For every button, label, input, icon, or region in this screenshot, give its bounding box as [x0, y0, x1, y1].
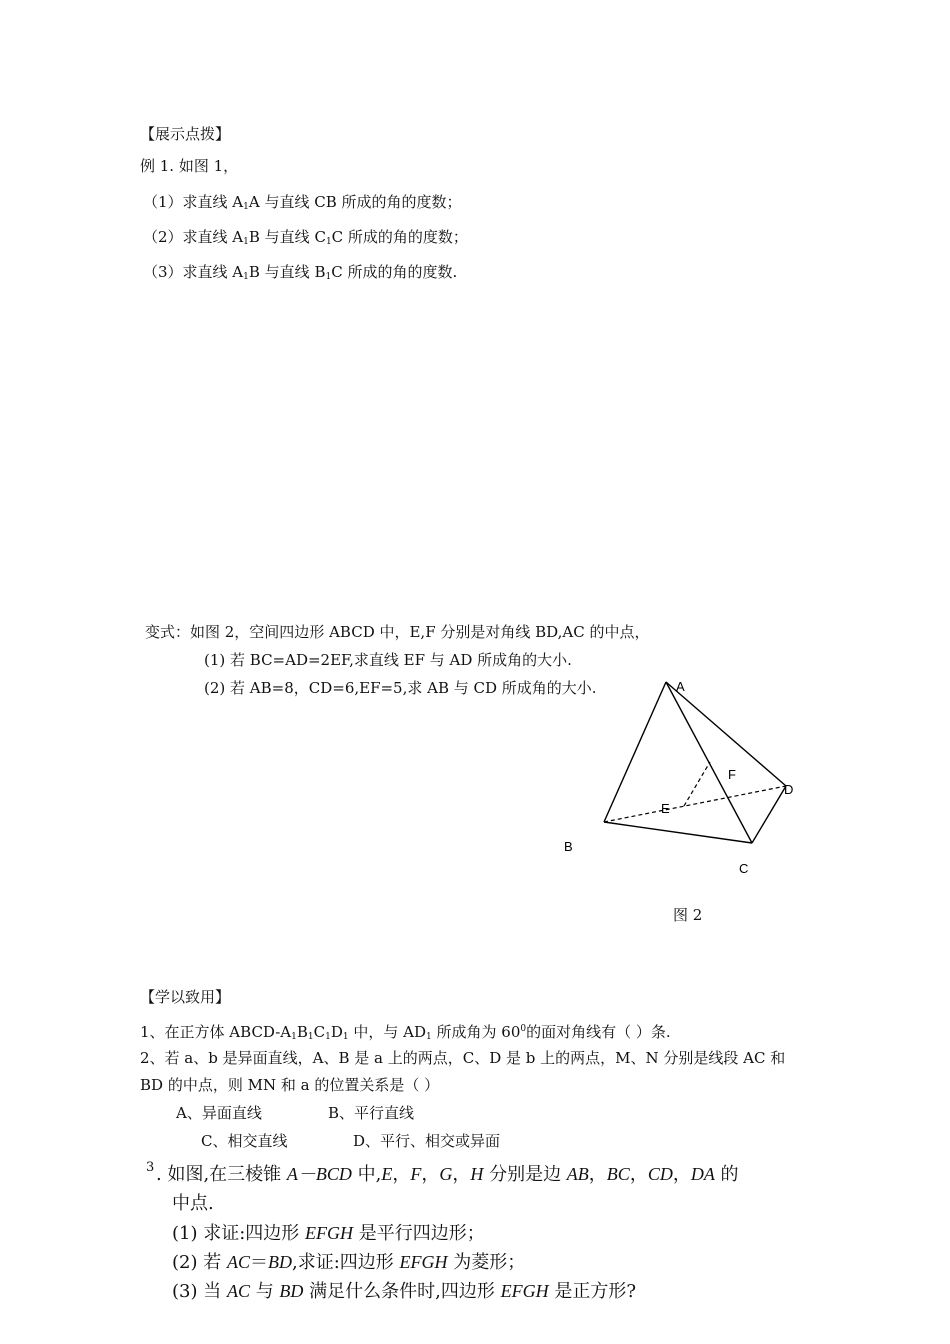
segment-ef-hidden — [684, 762, 710, 806]
exercise-3-number: 3 — [146, 1160, 155, 1175]
section-heading-display: 【展示点拨】 — [140, 125, 231, 143]
figure-2-tetrahedron — [560, 670, 820, 880]
example-1-intro: 例 1. 如图 1， — [140, 157, 239, 175]
exercise-3-sub-3: (3) 当 AC 与 BD 满足什么条件时,四边形 EFGH 是正方形? — [172, 1281, 636, 1302]
exercise-2-line-2: BD 的中点，则 MN 和 a 的位置关系是（ ） — [140, 1076, 440, 1094]
exercise-1: 1、在正方体 ABCD-$A_1B_1C_1D_1$ 中，与 $AD_1$ 所成角为 $60^0$的面对角线有（ ）条. — [140, 1023, 671, 1042]
edge-ad — [666, 682, 786, 786]
example-1-question-1: （1）求直线 $A_1A$ 与直线 CB 所成的角的度数； — [143, 193, 462, 212]
exercise-3-line-1: . 如图,在三棱锥 A－BCD 中,E，F，G，H 分别是边 AB，BC，CD，DA 的 — [156, 1164, 739, 1185]
label-a: A — [676, 679, 685, 694]
exercise-2-option-d: D、平行、相交或异面 — [353, 1132, 501, 1150]
edge-ac — [666, 682, 752, 843]
section-heading-apply: 【学以致用】 — [140, 988, 231, 1006]
label-b: B — [564, 839, 573, 854]
edge-bc — [604, 822, 752, 843]
figure-2-caption: 图 2 — [673, 906, 703, 924]
edge-bd-hidden — [604, 786, 786, 822]
variant-intro: 变式：如图 2，空间四边形 ABCD 中，E,F 分别是对角线 BD,AC 的中点， — [145, 623, 650, 641]
variant-question-1: (1) 若 BC=AD=2EF,求直线 EF 与 AD 所成角的大小. — [204, 651, 572, 669]
exercise-2-line-1: 2、若 a、b 是异面直线，A、B 是 a 上的两点，C、D 是 b 上的两点，M、N 分别是线段 AC 和 — [140, 1049, 786, 1067]
exercise-2-option-b: B、平行直线 — [328, 1104, 415, 1122]
exercise-3-line-2: 中点. — [172, 1193, 214, 1214]
label-f: F — [728, 767, 736, 782]
example-1-question-3: （3）求直线 $A_1B$ 与直线 $B_1C$ 所成的角的度数. — [143, 263, 458, 282]
exercise-3-sub-1: (1) 求证:四边形 EFGH 是平行四边形； — [172, 1223, 485, 1244]
variant-question-2: (2) 若 AB=8，CD=6,EF=5,求 AB 与 CD 所成角的大小. — [204, 679, 597, 697]
exercise-2-option-a: A、异面直线 — [176, 1104, 262, 1122]
exercise-2-option-c: C、相交直线 — [201, 1132, 288, 1150]
edge-ab — [604, 682, 666, 822]
edge-cd — [752, 786, 786, 843]
label-e: E — [661, 801, 670, 816]
label-d: D — [784, 782, 794, 797]
label-c: C — [739, 861, 749, 876]
exercise-3-sub-2: (2) 若 AC＝BD,求证:四边形 EFGH 为菱形； — [172, 1252, 526, 1273]
example-1-question-2: （2）求直线 $A_1B$ 与直线 $C_1C$ 所成的角的度数； — [143, 228, 468, 247]
